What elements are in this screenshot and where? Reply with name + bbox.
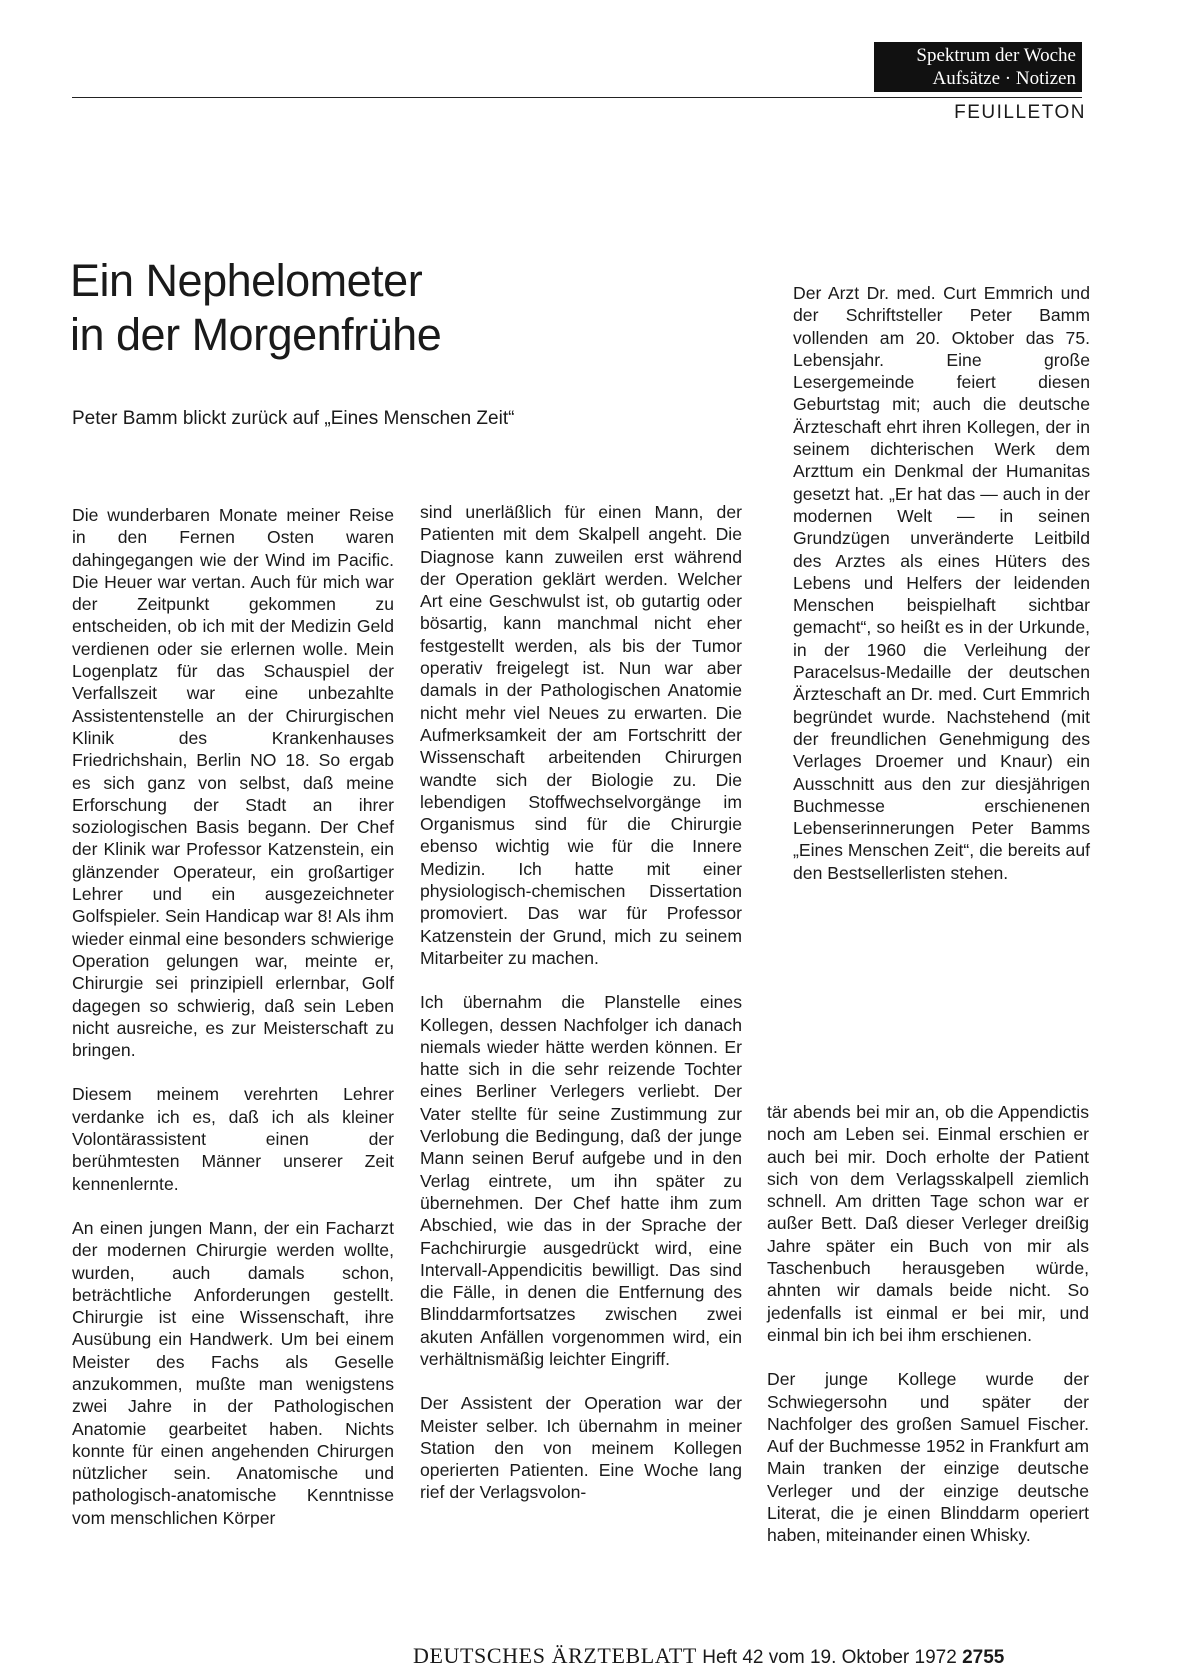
intro-text: Der Arzt Dr. med. Curt Emmrich und der Schriftsteller Peter Bamm vollenden am 20. Oktober das 75. Lebensjahr. Eine große Lesergemeinde feiert diesen Geburtstag mit; auch die deutsche Ärzteschaft ehrt ihren Kollegen, der in seinem dichterischen Werk dem Arzttum ein Denkmal der Humanitas gesetzt hat. „Er hat das — auch in der modernen Welt — in seinen Grundzügen unveränderte Leitbild des Arztes als eines Hüters des Lebens und Helfers der leidenden Menschen beispielhaft sichtbar gemacht“, so heißt es in der Urkunde, in der 1960 die Verleihung der Paracelsus-Medaille der deutschen Ärzteschaft an Dr. med. Curt Emmrich begründet wurde. Nachstehend (mit der freundlichen Genehmigung des Verlages Droemer und Knaur) ein Ausschnitt aus den zur diesjährigen Buchmesse erschienenen Lebenserinnerungen Peter Bamms „Eines Menschen Zeit“, die bereits auf den Bestsellerlisten stehen. [793, 283, 1090, 883]
text-column-3 [767, 1101, 1089, 1547]
section-label: FEUILLETON [954, 102, 1086, 123]
header-rule [72, 97, 1082, 98]
paragraph: Diesem meinem verehrten Lehrer verdanke ich es, daß ich als kleiner Volontärassistent einen der berühmtesten Männer unserer Zeit kennenlernte. [72, 1084, 394, 1194]
text-column-1 [72, 504, 394, 1529]
paragraph: Der junge Kollege wurde der Schwiegersohn und später der Nachfolger des großen Samuel Fischer. Auf der Buchmesse 1952 in Frankfurt am Main tranken der einzige deutsche Verleger und der einzige deutsche Literat, die je einen Blinddarm operiert haben, miteinander einen Whisky. [767, 1369, 1089, 1546]
paragraph: An einen jungen Mann, der ein Facharzt der modernen Chirurgie werden wollte, wurden, auch damals schon, beträchtliche Anforderungen gestellt. Chirurgie ist eine Wissenschaft, ihre Ausübung ein Handwerk. Um bei einem Meister des Fachs als Geselle anzukommen, mußte man wenigstens zwei Jahre in der Pathologischen Anatomie gearbeitet haben. Nichts konnte für einen angehenden Chirurgen nützlicher sein. Anatomische und pathologisch-anatomische Kenntnisse vom menschlichen Körper [72, 1217, 394, 1528]
paragraph: Der Assistent der Operation war der Meister selber. Ich übernahm in meiner Station den von meinem Kollegen operierten Patienten. Eine Woche lang rief der Verlagsvolon- [420, 1393, 742, 1503]
paragraph: sind unerläßlich für einen Mann, der Patienten mit dem Skalpell angeht. Die Diagnose kann zuweilen erst während der Operation geklärt werden. Welcher Art eine Geschwulst ist, ob gutartig oder bösartig, kann manchmal nicht eher festgestellt werden, als bis der Tumor operativ freigelegt ist. Nun war aber damals in der Pathologischen Anatomie nicht mehr viel Neues zu erwarten. Die Aufmerksamkeit der am Fortschritt der Wissenschaft arbeitenden Chirurgen wandte sich der Biologie zu. Die lebendigen Stoffwechselvorgänge im Organismus sind für die Chirurgie ebenso wichtig wie für die Innere Medizin. Ich hatte mit einer physiologisch-chemischen Dissertation promoviert. Das war für Professor Katzenstein der Grund, mich zu seinem Mitarbeiter zu machen. [420, 502, 742, 968]
paragraph: tär abends bei mir an, ob die Appendictis noch am Leben sei. Einmal erschien er auch bei mir. Doch erholte der Patient sich von dem Verlagsskalpell ziemlich schnell. Am dritten Tage schon war er außer Bett. Daß dieser Verleger dreißig Jahre später ein Buch von mir als Taschenbuch herausgeben würde, ahnten wir damals beide nicht. So jedenfalls ist einmal er bei mir, und einmal bin ich bei ihm erschienen. [767, 1102, 1089, 1345]
page-footer [413, 1643, 1004, 1669]
publication-name: DEUTSCHES ÄRZTEBLATT [413, 1643, 697, 1668]
section-badge [874, 42, 1082, 92]
paragraph: Die wunderbaren Monate meiner Reise in den Fernen Osten waren dahingegangen wie der Wind im Pacific. Die Heuer war vertan. Auch für mich war der Zeitpunkt gekommen zu entscheiden, ob ich mit der Medizin Geld verdienen oder sie erlernen wolle. Mein Logenplatz für das Schauspiel der Verfallszeit war eine unbezahlte Assistentenstelle an der Chirurgischen Klinik des Krankenhauses Friedrichshain, Berlin NO 18. So ergab es sich ganz von selbst, daß meine Erforschung der Stadt an ihrer soziologischen Basis begann. Der Chef der Klinik war Professor Katzenstein, ein glänzender Operateur, ein großartiger Lehrer und ein ausgezeichneter Golfspieler. Sein Handicap war 8! Als ihm wieder einmal eine besonders schwierige Operation gelungen war, meinte er, Chirurgie sei prinzipiell erlernbar, Golf dagegen so schwierig, daß sein Leben nicht ausreiche, es zur Meisterschaft zu bringen. [72, 505, 394, 1061]
article-title [70, 254, 630, 362]
title-line-1: Ein Nephelometer [70, 255, 423, 306]
title-line-2: in der Morgenfrühe [70, 309, 442, 360]
paragraph: Ich übernahm die Planstelle eines Kollegen, dessen Nachfolger ich danach niemals wieder hätte werden können. Er hatte sich in die sehr reizende Tochter eines Berliner Verlegers verliebt. Der Vater stellte für seine Zustimmung zur Verlobung die Bedingung, daß der junge Mann seinen Beruf aufgebe und in den Verlag eintrete, um ihn später zu übernehmen. Der Chef hatte ihm zum Abschied, wie das in der Sprache der Fachchirurgie ausgedrückt wird, eine Intervall-Appendicitis bewilligt. Das sind die Fälle, in denen die Entfernung des Blinddarmfortsatzes zwischen zwei akuten Anfällen vorgenommen wird, ein verhältnismäßig leichter Eingriff. [420, 992, 742, 1369]
text-column-2 [420, 501, 742, 1504]
badge-line-1: Spektrum der Woche [916, 45, 1076, 66]
page-number: 2755 [962, 1647, 1005, 1668]
article-subtitle: Peter Bamm blickt zurück auf „Eines Menschen Zeit“ [72, 408, 515, 429]
badge-line-2: Aufsätze · Notizen [932, 68, 1076, 89]
issue-info: Heft 42 vom 19. Oktober 1972 [702, 1647, 957, 1668]
